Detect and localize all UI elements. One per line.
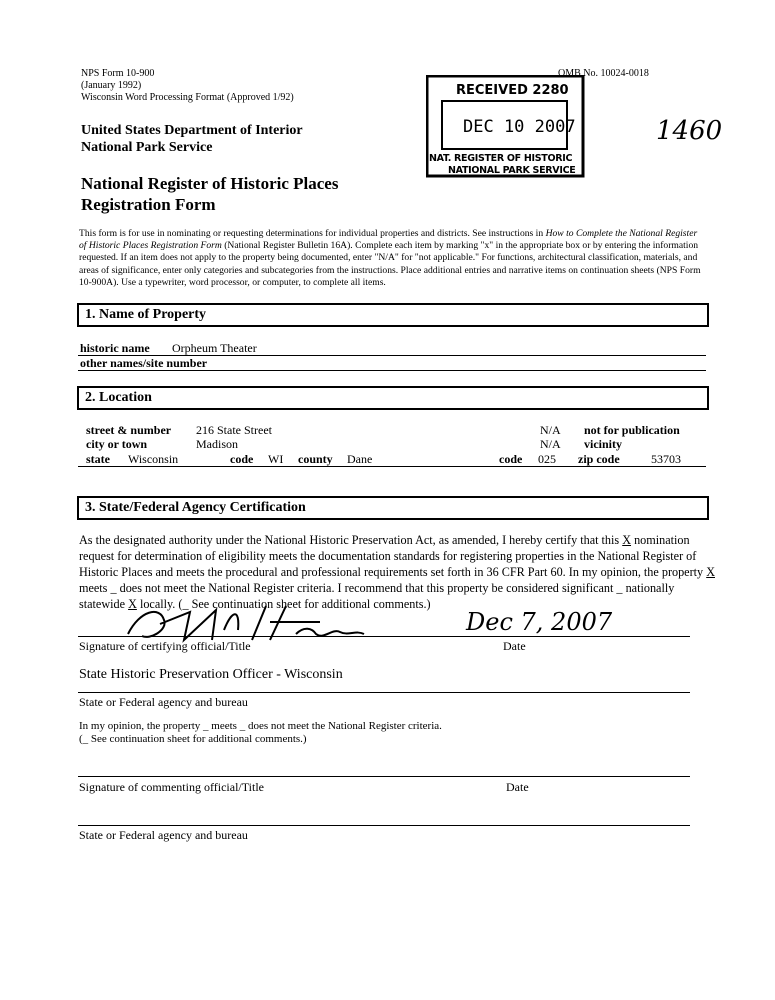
officer-title[interactable]: State Historic Preservation Officer - Wisconsin [79, 667, 343, 682]
section-3-header: 3. State/Federal Agency Certification [77, 496, 709, 520]
state-code-label: code [230, 452, 254, 466]
service-name: National Park Service [81, 140, 213, 155]
format-note: Wisconsin Word Processing Format (Approved 1/92) [81, 92, 294, 103]
opinion-line2: (_ See continuation sheet for additional comments.) [79, 733, 307, 745]
county-code-label: code [499, 452, 523, 466]
section-2-header: 2. Location [77, 386, 709, 410]
county-code-value[interactable]: 025 [538, 452, 556, 466]
city-value[interactable]: Madison [196, 437, 238, 451]
date1-label: Date [503, 639, 526, 653]
street-label: street & number [86, 423, 172, 437]
state-label: state [86, 452, 110, 466]
state-code-value[interactable]: WI [268, 452, 284, 466]
location-rule [78, 466, 706, 467]
historic-name-value[interactable]: Orpheum Theater [172, 341, 257, 355]
stamp-received: RECEIVED 2280 [456, 83, 569, 98]
stamp-line2: NATIONAL PARK SERVICE [448, 165, 576, 176]
zip-value[interactable]: 53703 [651, 452, 681, 466]
section-1-header: 1. Name of Property [77, 303, 709, 327]
county-value[interactable]: Dane [347, 452, 373, 466]
sig1-label: Signature of certifying official/Title [79, 639, 251, 653]
date1-handwritten: Dec 7, 2007 [466, 608, 613, 636]
opinion-line1: In my opinion, the property _ meets _ does not meet the National Register criteria. [79, 720, 442, 732]
sig1-rule [78, 636, 690, 637]
other-names-label: other names/site number [80, 356, 208, 370]
form-number: NPS Form 10-900 [81, 68, 155, 79]
handwritten-number: 1460 [656, 116, 723, 146]
city-na: N/A [540, 437, 561, 451]
sig2-label: Signature of commenting official/Title [79, 780, 264, 794]
agency1-rule [78, 692, 690, 693]
street-value[interactable]: 216 State Street [196, 423, 272, 437]
received-stamp [426, 75, 586, 181]
instructions-paragraph: This form is for use in nominating or requesting determinations for individual properties and districts. See instructions in How to Complete the National Register of Historic Places Registration Form (National Register Bulletin 16A). Complete each item by marking "x" in the appropriate box or by entering the information requested. If an item does not apply to the property being documented, enter "N/A" for "not applicable." For functions, architectural classification, materials, and areas of significance, enter only categories and subcategories from the instructions. Place additional entries and narrative items on continuation sheets (NPS Form 10-900A). Use a typewriter, word processor, or computer, to complete all items. [79, 228, 701, 288]
agency1-label: State or Federal agency and bureau [79, 695, 248, 709]
form-title-line1: National Register of Historic Places [81, 174, 339, 193]
city-label: city or town [86, 437, 148, 451]
historic-name-label: historic name [80, 341, 150, 355]
department-name: United States Department of Interior [81, 123, 303, 138]
omb-number: OMB No. 10024-0018 [558, 68, 649, 79]
sig2-rule [78, 776, 690, 777]
form-date: (January 1992) [81, 80, 142, 91]
date2-label: Date [506, 780, 529, 794]
not-for-publication-label: not for publication [584, 423, 680, 437]
county-label: county [298, 452, 333, 466]
agency2-rule [78, 825, 690, 826]
street-na: N/A [540, 423, 561, 437]
certification-paragraph: As the designated authority under the National Historic Preservation Act, as amended, I hereby certify that this X nomination request for determination of eligibility meets the documentation standards for registering properties in the National Register of Historic Places and meets the procedural and professional requirements set forth in 36 CFR Part 60. In my opinion, the property X meets _ does not meet the National Register criteria. I recommend that this property be considered significant _ nationally statewide X locally. (_ See continuation sheet for additional comments.) [79, 533, 715, 611]
vicinity-label: vicinity [584, 437, 622, 451]
agency2-label: State or Federal agency and bureau [79, 828, 248, 842]
other-names-rule [78, 370, 706, 371]
state-value[interactable]: Wisconsin [128, 452, 179, 466]
zip-label: zip code [578, 452, 620, 466]
form-title-line2: Registration Form [81, 195, 216, 214]
stamp-line1: NAT. REGISTER OF HISTORIC [429, 153, 573, 164]
stamp-date: DEC 10 2007 [463, 117, 576, 137]
